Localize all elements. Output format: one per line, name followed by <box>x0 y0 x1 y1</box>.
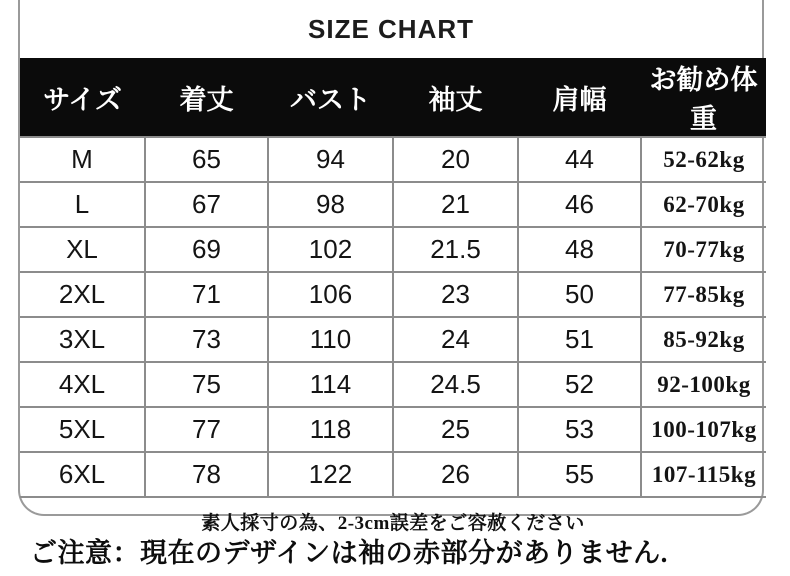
size-chart-table <box>20 58 766 545</box>
header-cell-size: サイズ <box>20 58 145 137</box>
table-header-row <box>20 58 766 137</box>
table-cell: 92-100kg <box>641 362 766 407</box>
table-cell: 122 <box>268 452 393 497</box>
table-cell: 3XL <box>20 317 145 362</box>
table-row <box>20 137 766 182</box>
table-cell: M <box>20 137 145 182</box>
table-cell: 62-70kg <box>641 182 766 227</box>
table-cell: 110 <box>268 317 393 362</box>
table-cell: 100-107kg <box>641 407 766 452</box>
table-cell: 55 <box>518 452 641 497</box>
header-cell-sleeve: 袖丈 <box>393 58 518 137</box>
table-row <box>20 272 766 317</box>
table-cell: 23 <box>393 272 518 317</box>
table-row <box>20 362 766 407</box>
measurement-footnote: 素人採寸の為、2-3cm誤差をご容赦ください <box>20 497 766 545</box>
table-cell: 44 <box>518 137 641 182</box>
table-cell: 65 <box>145 137 268 182</box>
table-cell: 4XL <box>20 362 145 407</box>
table-cell: 6XL <box>20 452 145 497</box>
table-cell: 118 <box>268 407 393 452</box>
table-frame <box>18 0 764 534</box>
header-cell-weight: お勧め体重 <box>641 58 766 137</box>
table-cell: 77 <box>145 407 268 452</box>
table-cell: 46 <box>518 182 641 227</box>
table-cell: L <box>20 182 145 227</box>
table-cell: 85-92kg <box>641 317 766 362</box>
table-cell: 5XL <box>20 407 145 452</box>
table-cell: 70-77kg <box>641 227 766 272</box>
table-cell: 53 <box>518 407 641 452</box>
table-cell: 2XL <box>20 272 145 317</box>
table-cell: 52-62kg <box>641 137 766 182</box>
table-cell: 20 <box>393 137 518 182</box>
notice-text: ご注意：現在のデザインは袖の赤部分がありません. <box>30 538 668 568</box>
title-area <box>20 0 762 58</box>
table-row <box>20 317 766 362</box>
table-cell: 21.5 <box>393 227 518 272</box>
table-cell: 48 <box>518 227 641 272</box>
table-row <box>20 407 766 452</box>
table-cell: 107-115kg <box>641 452 766 497</box>
table-cell: 94 <box>268 137 393 182</box>
table-cell: 24.5 <box>393 362 518 407</box>
table-row <box>20 182 766 227</box>
table-row <box>20 452 766 497</box>
table-cell: 71 <box>145 272 268 317</box>
table-cell: 98 <box>268 182 393 227</box>
table-cell: 52 <box>518 362 641 407</box>
page-title: SIZE CHART <box>308 13 474 44</box>
table-cell: 77-85kg <box>641 272 766 317</box>
table-cell: 73 <box>145 317 268 362</box>
table-cell: 78 <box>145 452 268 497</box>
table-cell: 69 <box>145 227 268 272</box>
table-cell: 24 <box>393 317 518 362</box>
table-cell: 102 <box>268 227 393 272</box>
table-cell: 106 <box>268 272 393 317</box>
table-cell: 114 <box>268 362 393 407</box>
table-cell: 67 <box>145 182 268 227</box>
table-cell: 75 <box>145 362 268 407</box>
table-cell: 51 <box>518 317 641 362</box>
header-cell-length: 着丈 <box>145 58 268 137</box>
table-cell: 26 <box>393 452 518 497</box>
table-cell: 21 <box>393 182 518 227</box>
table-row <box>20 227 766 272</box>
table-cell: XL <box>20 227 145 272</box>
table-cell: 25 <box>393 407 518 452</box>
table-cell: 50 <box>518 272 641 317</box>
header-cell-shoulder: 肩幅 <box>518 58 641 137</box>
header-cell-bust: バスト <box>268 58 393 137</box>
